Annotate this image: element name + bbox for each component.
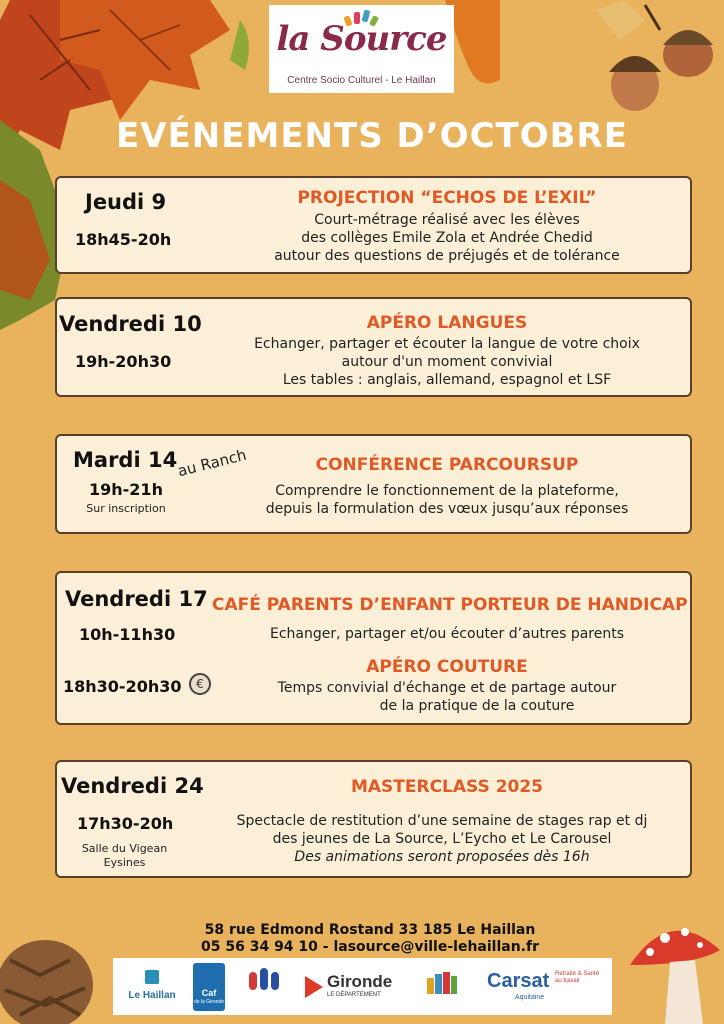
gironde-sublabel: LE DÉPARTEMENT	[327, 992, 381, 998]
event-description-line: Des animations seront proposées dès 16h	[294, 849, 590, 865]
event-description-line: autour d'un moment convivial	[341, 354, 553, 370]
event-location: au Ranch	[175, 445, 249, 481]
event-day: Vendredi 17	[65, 587, 208, 611]
ministry-logo	[237, 958, 293, 1015]
event-note: Salle du Vigean	[81, 842, 168, 855]
gironde-label: Gironde	[327, 972, 393, 991]
event-description-line: Temps convivial d'échange et de partage autour	[277, 680, 617, 696]
event-card	[55, 760, 692, 878]
event-time: 10h-11h30	[79, 625, 176, 644]
event-description-line: autour des questions de préjugés et de tolérance	[274, 248, 620, 264]
event-title: MASTERCLASS 2025	[350, 777, 544, 797]
la-source-logo	[269, 5, 454, 93]
carsat-tagline: Retraite & Santé au travail	[555, 971, 600, 984]
event-description-line: Spectacle de restitution d’une semaine de stages rap et dj	[236, 813, 648, 829]
event-note: Eysines	[103, 856, 146, 869]
event-description-line: des collèges Emile Zola et Andrée Chedid	[301, 230, 593, 246]
footer-address: 58 rue Edmond Rostand 33 185 Le Haillan	[204, 922, 536, 938]
event-title-2: APÉRO COUTURE	[366, 657, 528, 677]
partner-logos	[113, 958, 612, 1015]
le-haillan-label: Le Haillan	[128, 990, 176, 1001]
event-card	[55, 176, 692, 274]
caf-label: Caf	[201, 988, 217, 998]
autumn-leaves-illustration	[0, 0, 260, 340]
event-description-line: depuis la formulation des vœux jusqu’aux réponses	[265, 501, 629, 517]
event-time-2: 18h30-20h30	[63, 677, 182, 696]
event-description-line: Echanger, partager et écouter la langue de votre choix	[254, 336, 640, 352]
event-time: 19h-20h30	[75, 352, 172, 371]
gironde-logo	[303, 958, 403, 1015]
footer-contact: 05 56 34 94 10 - lasource@ville-lehaillan.fr	[201, 939, 539, 955]
event-description-line: des jeunes de La Source, L’Eycho et Le Carousel	[272, 831, 612, 847]
caf-logo	[193, 958, 225, 1015]
pine-cone-illustration	[0, 920, 110, 1024]
event-title: CONFÉRENCE PARCOURSUP	[315, 455, 579, 475]
event-title: PROJECTION “ECHOS DE L’EXIL”	[297, 188, 597, 208]
acorns-illustration	[585, 0, 724, 120]
mushroom-illustration	[625, 910, 724, 1024]
event-description-line: de la pratique de la couture	[379, 698, 575, 714]
event-description-line: Echanger, partager et/ou écouter d’autres parents	[269, 626, 625, 642]
event-card	[55, 571, 692, 725]
logo-subtitle: Centre Socio Culturel - Le Haillan	[287, 75, 436, 86]
event-card	[55, 297, 692, 397]
event-time: 17h30-20h	[77, 814, 174, 833]
conference-icon	[427, 972, 457, 994]
event-day: Jeudi 9	[85, 190, 167, 214]
event-description-line: Court-métrage réalisé avec les élèves	[314, 212, 580, 228]
le-haillan-logo	[121, 958, 183, 1015]
event-time: 19h-21h	[89, 480, 163, 499]
event-title: APÉRO LANGUES	[366, 313, 528, 333]
caf-sublabel: de la Gironde	[193, 999, 225, 1005]
carsat-logo	[485, 958, 607, 1015]
event-day: Vendredi 24	[61, 774, 204, 798]
people-icon	[249, 968, 279, 990]
carsat-region: Aquitaine	[515, 994, 545, 1001]
event-time: 18h45-20h	[75, 230, 172, 249]
gironde-icon	[305, 976, 323, 998]
logo-wordmark: la Source	[276, 19, 447, 59]
event-title: CAFÉ PARENTS D’ENFANT PORTEUR DE HANDICAP	[212, 595, 688, 615]
event-description-line: Comprendre le fonctionnement de la plateforme,	[275, 483, 619, 499]
le-haillan-icon	[145, 970, 159, 984]
conference-logo	[413, 958, 473, 1015]
event-note: Sur inscription	[86, 502, 166, 515]
paid-coin-icon: €	[189, 673, 211, 695]
page-title: EVÉNEMENTS D’OCTOBRE	[116, 116, 628, 156]
event-day: Vendredi 10	[59, 312, 202, 336]
event-day: Mardi 14	[73, 448, 178, 472]
event-card	[55, 434, 692, 534]
event-description-line: Les tables : anglais, allemand, espagnol et LSF	[282, 372, 612, 388]
carsat-label: Carsat	[487, 970, 550, 992]
